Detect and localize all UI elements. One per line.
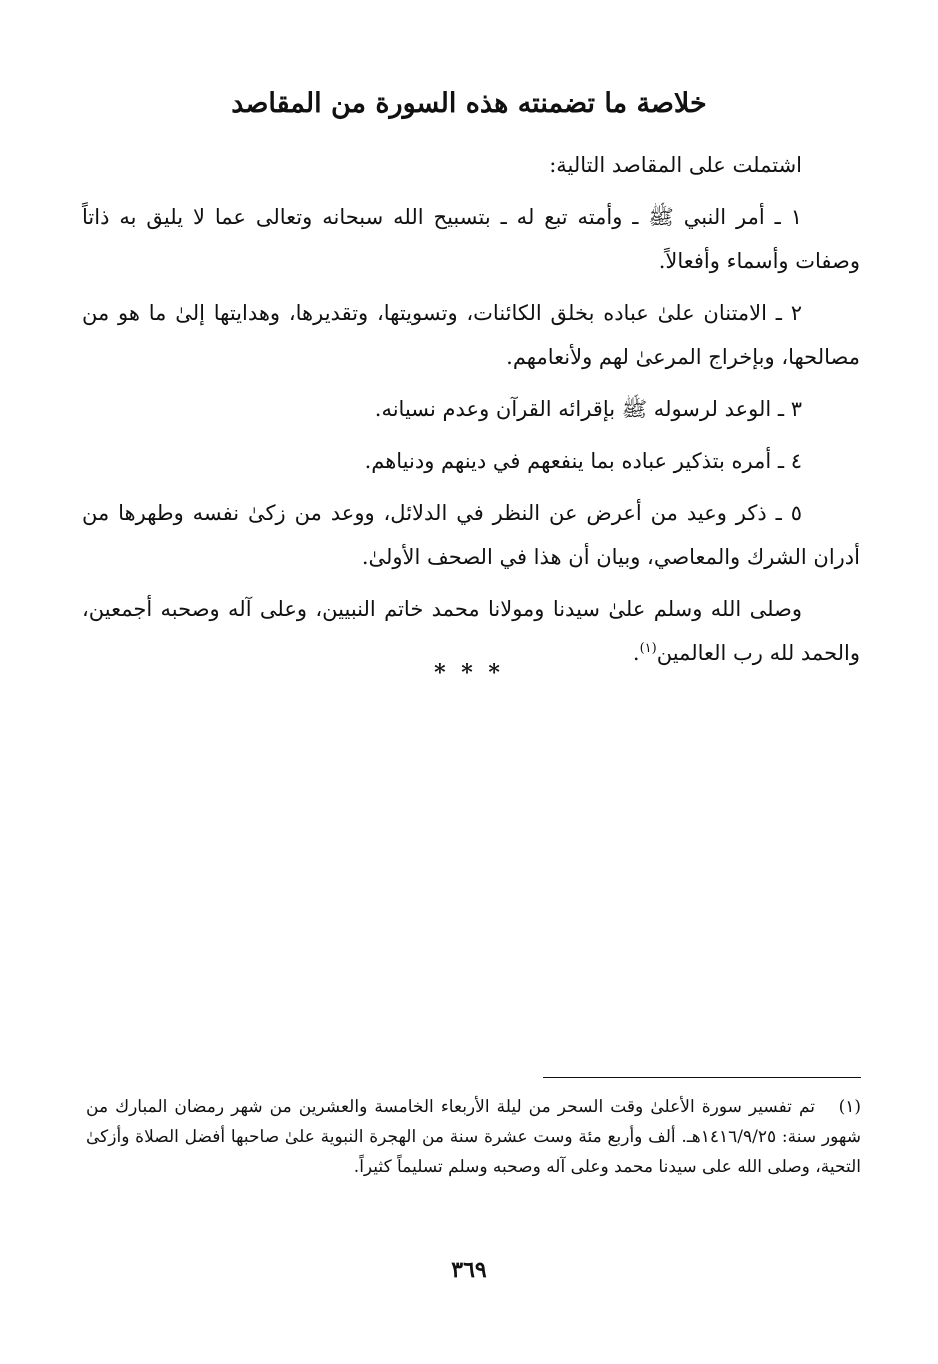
footnote-divider <box>543 1077 861 1078</box>
footnote-reference[interactable]: (١) <box>639 641 657 656</box>
footnote <box>86 1092 861 1182</box>
page-title: خلاصة ما تضمنته هذه السورة من المقاصد <box>231 88 707 119</box>
body-text <box>82 143 860 683</box>
list-item-5: ٥ ـ ذكر وعيد من أعرض عن النظر في الدلائل، ووعد من زكىٰ نفسه وطهرها من أدران الشرك والمعاصي، وبيان أن هذا في الصحف الأولىٰ. <box>82 501 860 569</box>
section-separator: * * * <box>434 660 504 686</box>
page-number: ٣٦٩ <box>451 1257 487 1283</box>
list-item-3: ٣ ـ الوعد لرسوله ﷺ بإقرائه القرآن وعدم نسيانه. <box>374 397 802 421</box>
list-item-4: ٤ ـ أمره بتذكير عباده بما ينفعهم في دينهم ودنياهم. <box>364 449 802 473</box>
footnote-text: تم تفسير سورة الأعلىٰ وقت السحر من ليلة الأربعاء الخامسة والعشرين من شهر رمضان المبارك من شهور سنة: ١٤١٦/٩/٢٥هـ. ألف وأربع مئة وست عشرة سنة من الهجرة النبوية علىٰ صاحبها أفضل الصلاة وأزكىٰ التحية، وصلى الله على سيدنا محمد وعلى آله وصحبه وسلم تسليماً كثيراً. <box>86 1097 861 1177</box>
closing-text: وصلى الله وسلم علىٰ سيدنا ومولانا محمد خاتم النبيين، وعلى آله وصحبه أجمعين، والحمد لله رب العالمين <box>82 597 860 665</box>
closing-end: . <box>632 641 640 665</box>
list-item-1: ١ ـ أمر النبي ﷺ ـ وأمته تبع له ـ بتسبيح الله سبحانه وتعالى عما لا يليق به ذاتاً وصفات وأسماء وأفعالاً. <box>82 205 860 273</box>
intro-paragraph: اشتملت على المقاصد التالية: <box>549 153 802 177</box>
list-item-2: ٢ ـ الامتنان علىٰ عباده بخلق الكائنات، وتسويتها، وتقديرها، وهدايتها إلىٰ ما هو من مصالحها، وبإخراج المرعىٰ لهم ولأنعامهم. <box>82 301 860 369</box>
footnote-marker: (١) <box>838 1097 861 1117</box>
